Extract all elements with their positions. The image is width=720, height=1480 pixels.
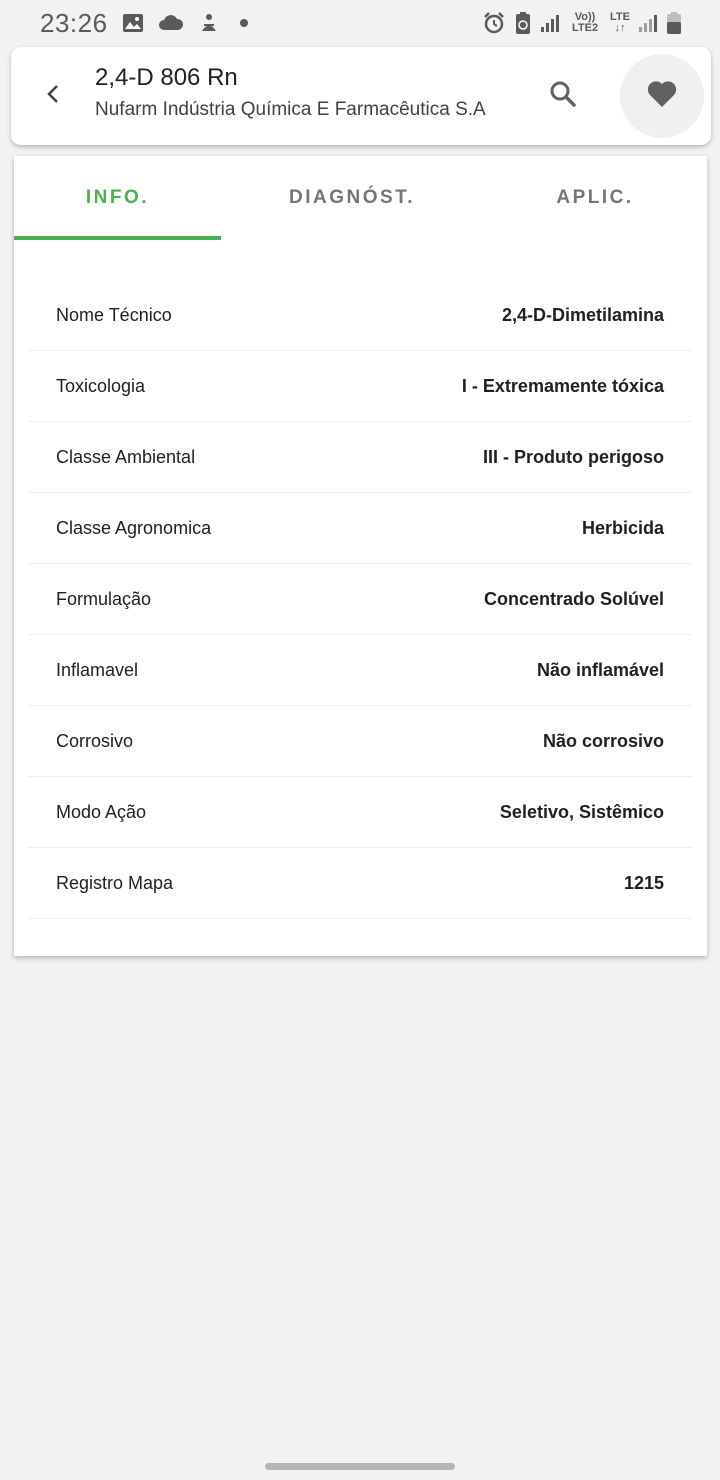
data-arrows-icon: ↓↑ xyxy=(614,22,626,34)
tab-aplicacao[interactable]: APLIC. xyxy=(556,187,634,208)
info-label: Classe Agronomica xyxy=(56,517,212,538)
info-value: 1215 xyxy=(623,872,664,893)
info-label: Toxicologia xyxy=(56,375,146,396)
lte-text: LTE xyxy=(610,11,630,23)
status-right xyxy=(482,11,682,35)
app-bar xyxy=(11,47,711,145)
info-row-modo-acao xyxy=(28,777,692,848)
cloud-icon xyxy=(158,14,184,32)
info-value: Não corrosivo xyxy=(542,730,664,751)
product-title: 2,4-D 806 Rn xyxy=(95,64,238,91)
battery-saver-icon xyxy=(514,11,532,35)
image-icon xyxy=(122,13,144,33)
content-card xyxy=(14,156,707,956)
info-row-classe-ambiental xyxy=(28,422,692,493)
info-value: I - Extremamente tóxica xyxy=(461,375,664,396)
status-bar xyxy=(0,0,720,46)
info-list xyxy=(28,280,692,919)
heart-icon xyxy=(646,79,678,114)
favorite-button[interactable] xyxy=(620,54,704,138)
chevron-left-icon xyxy=(45,83,61,110)
signal-icon xyxy=(540,13,560,33)
back-button[interactable] xyxy=(33,76,73,116)
status-time: 23:26 xyxy=(40,7,108,38)
info-row-classe-agronomica xyxy=(28,493,692,564)
tab-diagnostico[interactable]: DIAGNÓST. xyxy=(289,187,415,208)
manufacturer-subtitle: Nufarm Indústria Química E Farmacêutica S.A xyxy=(95,99,486,120)
search-icon xyxy=(549,80,577,113)
info-row-inflamavel xyxy=(28,635,692,706)
dot-icon xyxy=(234,13,254,33)
title-block xyxy=(95,63,486,123)
info-value: Seletivo, Sistêmico xyxy=(499,801,664,822)
battery-icon xyxy=(666,11,682,35)
info-label: Registro Mapa xyxy=(56,872,174,893)
tab-info[interactable]: INFO. xyxy=(85,187,150,208)
signal-2-icon xyxy=(638,13,658,33)
network-label xyxy=(568,12,602,34)
info-value: Concentrado Solúvel xyxy=(483,588,664,609)
info-label: Corrosivo xyxy=(56,730,134,751)
info-label: Nome Técnico xyxy=(56,304,172,325)
search-button[interactable] xyxy=(543,76,583,116)
info-value: III - Produto perigoso xyxy=(483,446,664,467)
info-row-formulacao xyxy=(28,564,692,635)
alarm-icon xyxy=(482,11,506,35)
info-label: Classe Ambiental xyxy=(56,446,196,467)
tab-bar xyxy=(14,156,707,240)
home-indicator[interactable] xyxy=(265,1463,455,1470)
info-value: Não inflamável xyxy=(536,659,664,680)
info-label: Formulação xyxy=(56,588,152,609)
info-row-nome-tecnico xyxy=(28,280,692,351)
app-notification-icon xyxy=(198,12,220,34)
status-left xyxy=(40,8,254,39)
network-volte-label: Vo)) LTE2 xyxy=(571,11,599,34)
tab-indicator xyxy=(14,236,221,240)
info-row-toxicologia xyxy=(28,351,692,422)
info-row-registro-mapa xyxy=(28,848,692,919)
info-value: Herbicida xyxy=(581,517,664,538)
info-value: 2,4-D-Dimetilamina xyxy=(501,304,664,325)
info-label: Modo Ação xyxy=(56,801,147,822)
lte-label xyxy=(610,12,630,34)
info-row-corrosivo xyxy=(28,706,692,777)
info-label: Inflamavel xyxy=(56,659,139,680)
